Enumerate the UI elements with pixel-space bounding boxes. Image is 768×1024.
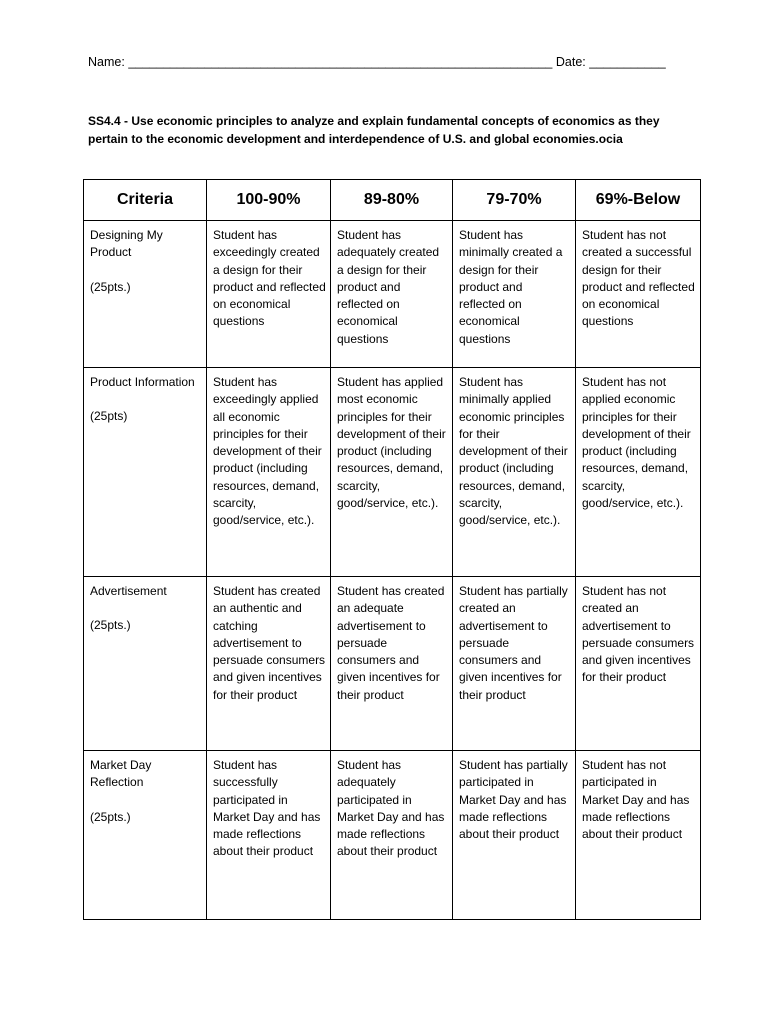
name-label: Name: (88, 55, 125, 69)
criterion-name: Advertisement (90, 584, 167, 598)
column-header-79-70: 79-70% (453, 180, 576, 221)
criterion-cell (84, 368, 207, 577)
criterion-points: (25pts.) (90, 809, 131, 824)
rubric-cell: Student has exceedingly created a design for their product and reflected on economical questions (207, 221, 331, 368)
date-label: Date: (555, 55, 586, 69)
criterion-points: (25pts) (90, 409, 128, 424)
table-row (84, 577, 701, 751)
rubric-cell: Student has adequately participated in Market Day and has made reflections about their product (331, 751, 453, 920)
date-blank: ___________ (589, 55, 666, 69)
criterion-points: (25pts.) (90, 279, 131, 294)
table-row (84, 751, 701, 920)
rubric-cell: Student has adequately created a design for their product and reflected on economical questions (331, 221, 453, 368)
rubric-cell: Student has not participated in Market Day and has made reflections about their product (576, 751, 701, 920)
column-header-89-80: 89-80% (331, 180, 453, 221)
column-header-criteria: Criteria (84, 180, 207, 221)
table-row (84, 221, 701, 368)
rubric-cell: Student has not created an advertisement to persuade consumers and given incentives for their product (576, 577, 701, 751)
criterion-name: Designing My Product (90, 228, 163, 260)
rubric-cell: Student has not created a successful design for their product and reflected on economical questions (576, 221, 701, 368)
rubric-table (83, 179, 701, 920)
rubric-cell: Student has minimally applied economic principles for their development of their product (including resources, demand, scarcity, good/service, etc.). (453, 368, 576, 577)
rubric-cell: Student has applied most economic principles for their development of their product (including resources, demand, scarcity, good/service, etc.). (331, 368, 453, 577)
rubric-cell: Student has created an adequate advertisement to persuade consumers and given incentives for their product (331, 577, 453, 751)
criterion-points: (25pts.) (90, 618, 131, 633)
criterion-name: Market Day Reflection (90, 758, 152, 790)
rubric-cell: Student has partially participated in Market Day and has made reflections about their product (453, 751, 576, 920)
criterion-name: Product Information (90, 375, 195, 389)
standard-statement: SS4.4 - Use economic principles to analyze and explain fundamental concepts of economics as they pertain to the economic development and interdependence of U.S. and global economies.ocia (88, 114, 660, 146)
rubric-cell: Student has created an authentic and catching advertisement to persuade consumers and given incentives for their product (207, 577, 331, 751)
rubric-header-row (84, 180, 701, 221)
rubric-cell: Student has minimally created a design for their product and reflected on economical questions (453, 221, 576, 368)
name-blank: _____________________________________________________________ (128, 55, 553, 69)
rubric-cell: Student has not applied economic principles for their development of their product (including resources, demand, scarcity, good/service, etc.). (576, 368, 701, 577)
rubric-cell: Student has partially created an advertisement to persuade consumers and given incentives for their product (453, 577, 576, 751)
name-date-line (88, 55, 666, 69)
table-row (84, 368, 701, 577)
criterion-cell (84, 577, 207, 751)
rubric-cell: Student has successfully participated in Market Day and has made reflections about their product (207, 751, 331, 920)
column-header-100-90: 100-90% (207, 180, 331, 221)
column-header-69-below: 69%-Below (576, 180, 701, 221)
criterion-cell (84, 751, 207, 920)
rubric-cell: Student has exceedingly applied all economic principles for their development of their product (including resources, demand, scarcity, good/service, etc.). (207, 368, 331, 577)
criterion-cell (84, 221, 207, 368)
